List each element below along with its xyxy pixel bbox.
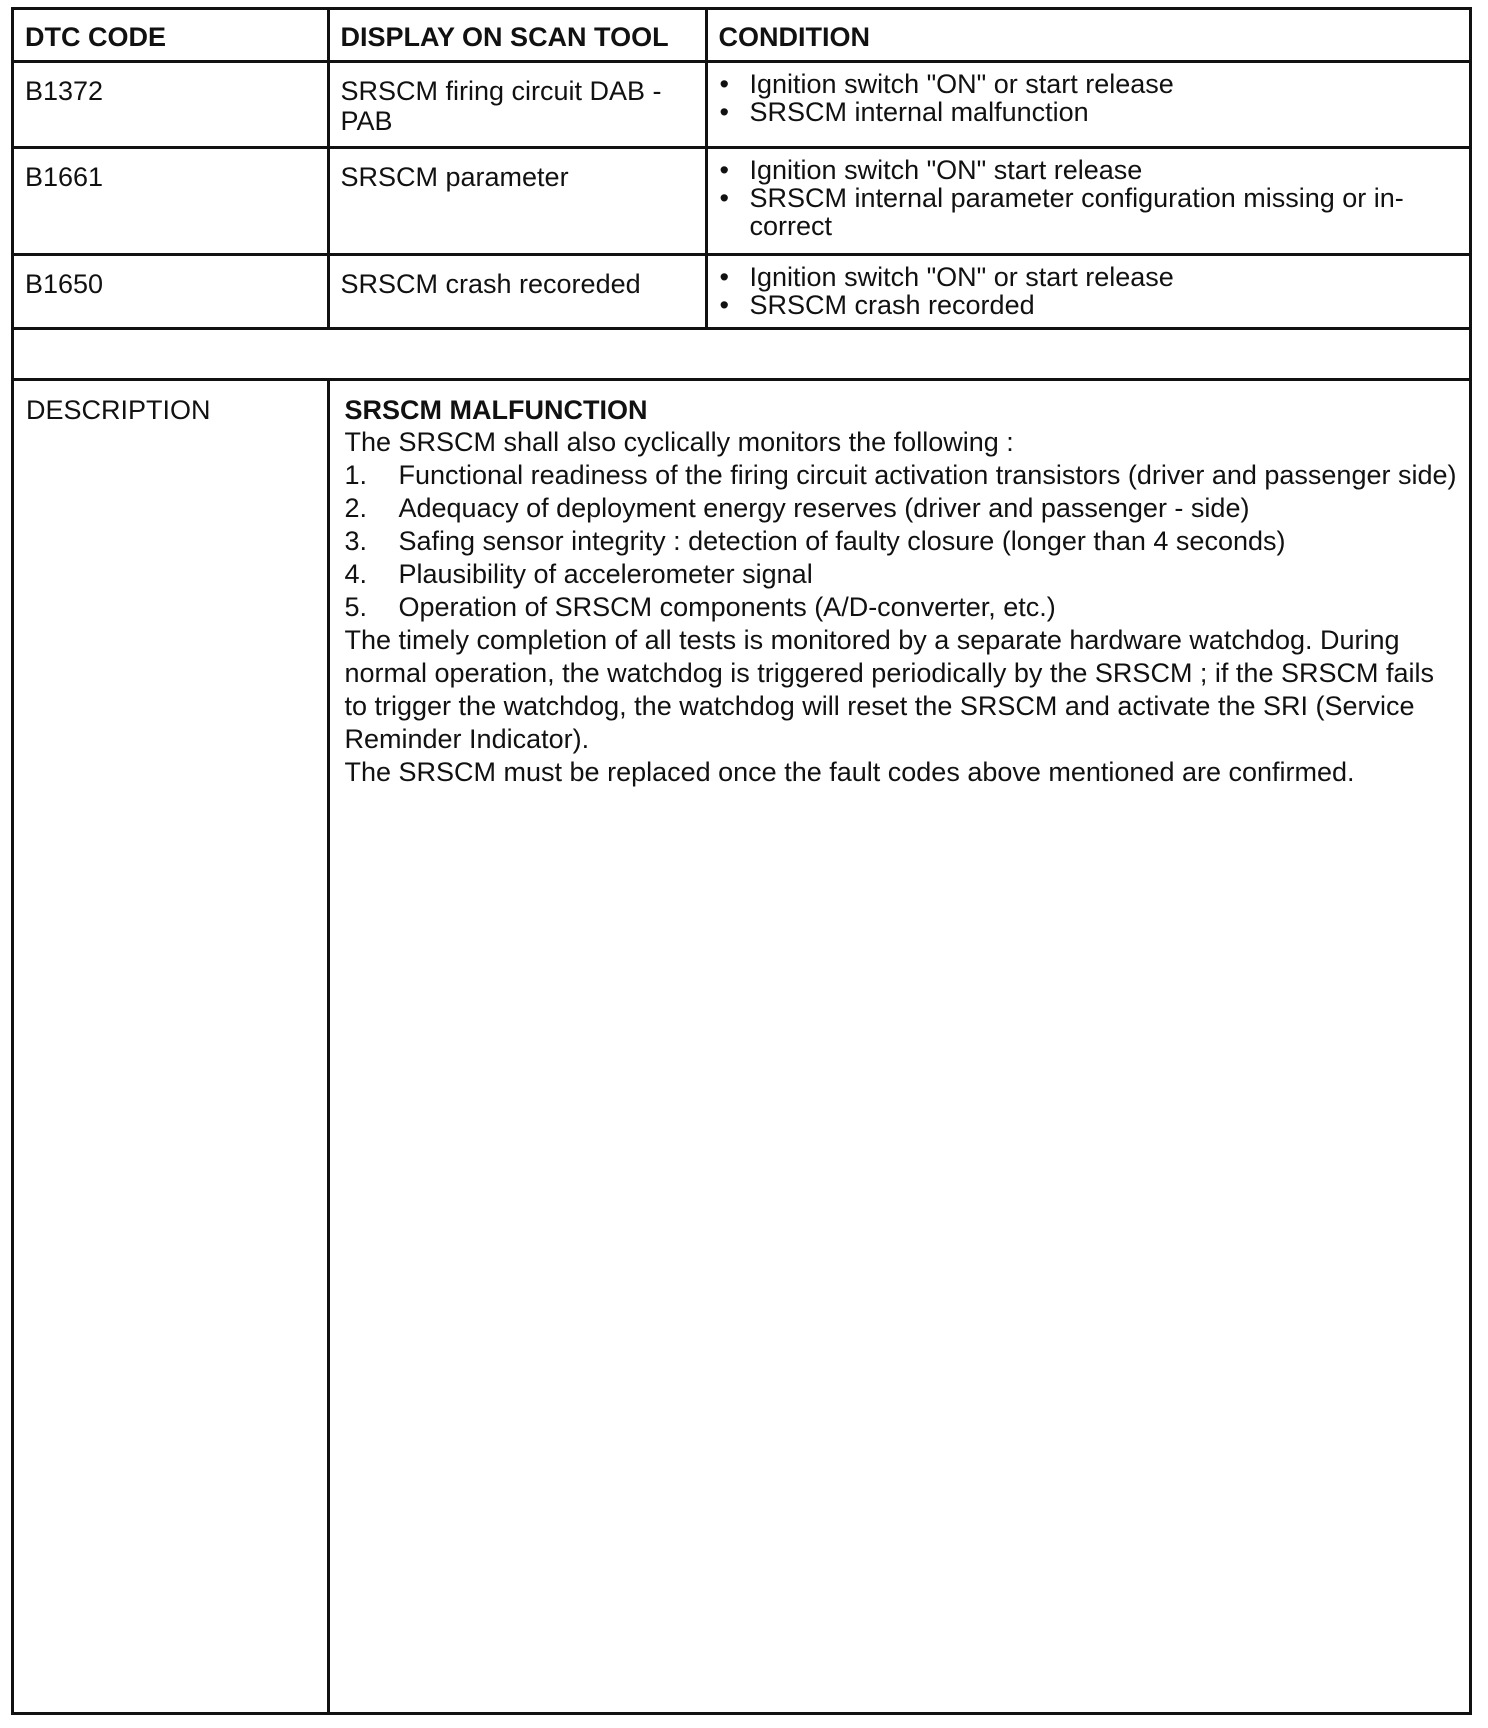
spacer-row <box>14 329 1469 380</box>
condition-item: • Ignition switch "ON" start release <box>719 155 1143 185</box>
description-cell <box>328 380 1469 1713</box>
condition-list <box>708 70 1456 126</box>
table-header-row <box>14 10 1469 62</box>
description-paragraph: The SRSCM must be replaced once the fault codes above mentioned are confirmed. <box>344 757 1355 787</box>
condition-item: • SRSCM crash recorded <box>719 290 1035 320</box>
condition-list <box>708 156 1456 240</box>
table-row <box>14 148 1469 255</box>
table-row <box>14 62 1469 148</box>
description-label: DESCRIPTION <box>26 395 211 425</box>
condition-item: • SRSCM internal parameter configuration missing or in-correct <box>719 183 1404 241</box>
display-cell: SRSCM firing circuit DAB - PAB <box>328 62 706 148</box>
bullet-icon: • <box>719 290 729 320</box>
bullet-icon: • <box>719 69 729 99</box>
description-intro: The SRSCM shall also cyclically monitors the following : <box>344 427 1014 457</box>
condition-item: • SRSCM internal malfunction <box>719 97 1089 127</box>
description-title: SRSCM MALFUNCTION <box>344 395 648 425</box>
header-dtc-code: DTC CODE <box>14 10 328 62</box>
list-item: 5. Operation of SRSCM components (A/D-converter, etc.) <box>344 592 1056 622</box>
condition-cell <box>706 255 1469 329</box>
description-label-cell <box>14 380 328 1713</box>
condition-cell <box>706 148 1469 255</box>
condition-item: • Ignition switch "ON" or start release <box>719 69 1174 99</box>
monitor-list <box>345 459 1458 624</box>
bullet-icon: • <box>719 183 729 213</box>
header-display: DISPLAY ON SCAN TOOL <box>328 10 706 62</box>
description-row <box>14 380 1469 1713</box>
bullet-icon: • <box>719 155 729 185</box>
dtc-document <box>11 7 1472 1715</box>
display-cell: SRSCM parameter <box>328 148 706 255</box>
dtc-code-cell: B1650 <box>14 255 328 329</box>
list-item: 2. Adequacy of deployment energy reserves (driver and passenger - side) <box>344 493 1250 523</box>
bullet-icon: • <box>719 97 729 127</box>
description-paragraph: The timely completion of all tests is monitored by a separate hardware watchdog. During normal operation, the watchdog is triggered periodically by the SRSCM ; if the SRSCM fails to trigger the watchdog, the watchdog will reset the SRSCM and activate the SRI (Service Reminder Indicator). <box>344 625 1434 754</box>
display-cell: SRSCM crash recoreded <box>328 255 706 329</box>
bullet-icon: • <box>719 262 729 292</box>
list-item: 4. Plausibility of accelerometer signal <box>344 559 813 589</box>
dtc-table <box>14 10 1469 1712</box>
condition-item: • Ignition switch "ON" or start release <box>719 262 1174 292</box>
header-condition: CONDITION <box>706 10 1469 62</box>
condition-cell <box>706 62 1469 148</box>
dtc-code-cell: B1372 <box>14 62 328 148</box>
table-row <box>14 255 1469 329</box>
list-item: 1. Functional readiness of the firing circuit activation transistors (driver and passenger side) <box>344 460 1457 490</box>
list-item: 3. Safing sensor integrity : detection of faulty closure (longer than 4 seconds) <box>344 526 1286 556</box>
dtc-code-cell: B1661 <box>14 148 328 255</box>
spacer-cell <box>14 329 1469 380</box>
condition-list <box>708 263 1456 319</box>
